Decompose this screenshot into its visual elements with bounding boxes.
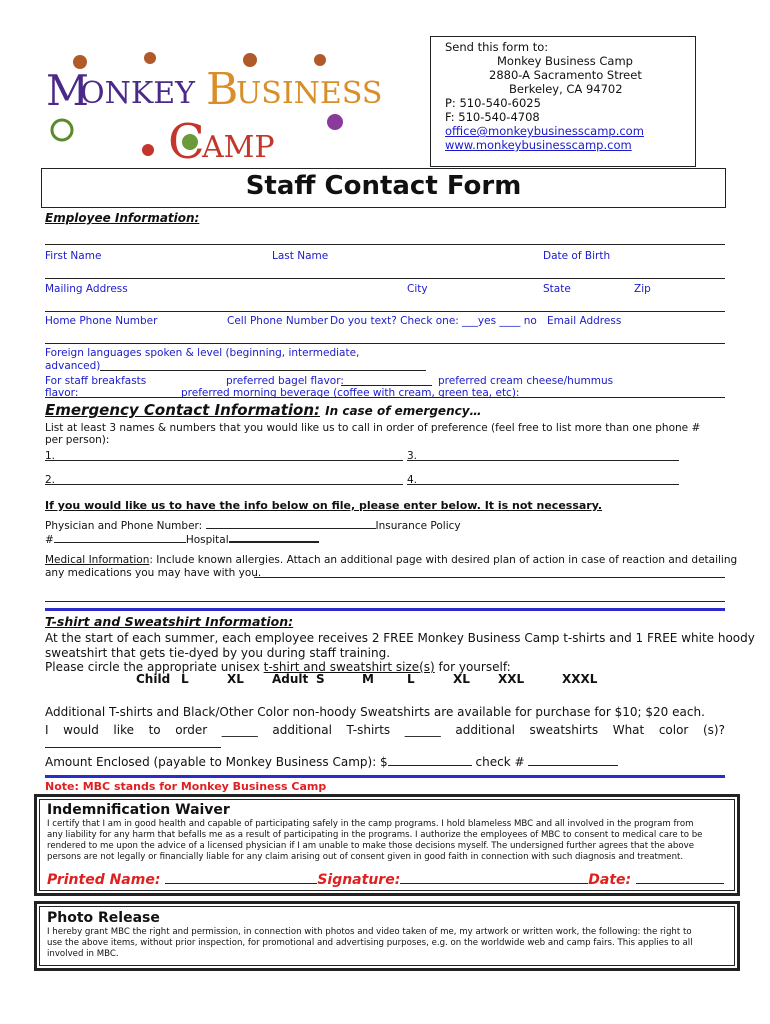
printed-name-label: Printed Name: [47,872,161,888]
order-word: T-shirts [346,723,391,737]
check-field[interactable] [528,754,618,766]
cell-phone-label: Cell Phone Number [227,315,329,327]
medical-field[interactable] [254,577,725,578]
logo-letter-c: C [168,114,205,170]
breakfast-label: For staff breakfasts [45,375,147,387]
tshirt-p2: sweatshirt that gets tie-dyed by you during staff training. [45,645,391,660]
emergency-heading-row [45,400,482,419]
city-label: City [407,283,428,295]
medical-row [45,554,737,566]
line-name[interactable] [45,244,725,245]
hospital-label: Hospital [185,534,229,546]
indemnification-line: any liability for any harm that befalls me as a result of participating in the programs. I authorize the employees of MBC to consent to medical care to be [47,830,703,840]
medical-text: : Include known allergies. Attach an additional page with desired plan of action in case of reaction and detailing [149,554,738,566]
send-street: 2880-A Sacramento Street [489,68,642,82]
size-adult-l[interactable]: L [407,672,415,686]
order-word: to [148,723,161,737]
send-heading: Send this form to: [445,40,549,54]
first-name-label: First Name [45,250,102,262]
date-field[interactable] [636,869,724,884]
order-word: color [658,723,689,737]
policy-hash-label: # [45,534,54,546]
state-label: State [543,283,571,295]
contact-4-field[interactable] [407,484,679,485]
text-check-label[interactable]: Do you text? Check one: ___yes ____ no [330,315,537,327]
email-link[interactable]: office@monkeybusinesscamp.com [445,124,644,138]
photo-line: involved in MBC. [47,949,119,959]
languages-label-2: advanced) [45,360,101,372]
policy-row [45,530,319,546]
contact-1-field[interactable] [45,460,403,461]
indemnification-box [34,794,740,896]
photo-line: I hereby grant MBC the right and permission, in connection with photos and video taken of me, my artwork or written work, the following: the right to [47,927,692,937]
tshirt-heading: T-shirt and Sweatshirt Information: [45,614,294,629]
logo-word-business: USINESS [236,76,383,111]
size-child[interactable]: Child [136,672,171,686]
cream-cheese-label: preferred cream cheese/hummus [438,375,614,387]
section-divider [45,608,725,611]
order-word: like [113,723,134,737]
dob-label: Date of Birth [543,250,611,262]
sweatshirt-qty-field[interactable]: ______ [404,723,441,737]
order-row [45,723,725,737]
tshirt-p3a: Please circle the appropriate unisex [45,660,264,674]
photo-release-box [34,901,740,971]
last-name-label: Last Name [272,250,329,262]
signature-field[interactable] [400,869,588,884]
emergency-instructions: List at least 3 names & numbers that you would like us to call in order of preference (feel free to list more than one phone # per person): [45,422,701,446]
indemnification-title: Indemnification Waiver [47,802,230,818]
line-phones[interactable] [45,311,725,312]
order-word: additional [272,723,332,737]
order-word: would [63,723,99,737]
color-field[interactable] [45,747,221,748]
insurance-label: Insurance Policy [375,520,461,532]
amount-row [45,754,618,769]
indemnification-line: rendered to me upon the advice of a licensed physician if I am unable to make those decisions myself. The undersigned further agrees that the above [47,841,694,851]
medical-label: Medical Information [45,554,150,566]
order-word: sweatshirts [529,723,599,737]
section-divider [45,775,725,778]
tshirt-qty-field[interactable]: ______ [221,723,258,737]
size-adult-xl[interactable]: XL [453,672,470,686]
flavor-label: flavor: [45,387,79,399]
signature-row [47,869,727,888]
mbc-note: Note: MBC stands for Monkey Business Camp [45,780,327,793]
home-phone-label: Home Phone Number [45,315,158,327]
date-label: Date: [588,872,632,888]
email-label: Email Address [547,315,622,327]
contact-1-label: 1. [45,450,56,462]
contact-2-label: 2. [45,474,56,486]
size-adult-m[interactable]: M [362,672,374,686]
policy-field[interactable] [54,531,186,543]
line-email[interactable] [45,343,725,344]
physician-label: Physician and Phone Number: [45,520,203,532]
indemnification-line: persons are not legally or financially liable for any claim arising out of consent given in good faith in connection with such diagnosis and treatment. [47,852,684,862]
order-word: What [612,723,645,737]
amount-field[interactable] [388,754,472,766]
logo-letter-b: B [206,64,239,115]
beverage-label: preferred morning beverage (coffee with cream, green tea, etc): [181,387,520,399]
medical-text-2: any medications you may have with you. [45,567,262,579]
contact-4-label: 4. [407,474,418,486]
bagel-field[interactable] [341,385,432,386]
size-adult-xxl[interactable]: XXL [498,672,525,686]
size-adult-s[interactable]: S [316,672,325,686]
size-child-xl[interactable]: XL [227,672,244,686]
order-word: order [175,723,208,737]
languages-label: Foreign languages spoken & level (beginning, intermediate, [45,347,360,359]
logo-letter-m: M [46,66,90,115]
contact-2-field[interactable] [45,484,403,485]
tshirt-p3c: for yourself: [434,660,511,674]
emergency-heading: Emergency Contact Information: [45,401,321,419]
logo-word-camp: AMP [202,130,275,165]
order-word: (s)? [702,723,725,737]
indemnification-text [47,819,727,863]
send-fax: F: 510-540-4708 [445,110,540,124]
size-adult[interactable]: Adult [272,672,309,686]
employee-heading: Employee Information: [45,211,200,225]
physician-field[interactable] [206,517,376,529]
tshirt-p1: At the start of each summer, each employee receives 2 FREE Monkey Business Camp t-shirts and 1 FREE white hoody [45,631,755,645]
hospital-field[interactable] [229,530,319,543]
contact-3-field[interactable] [407,460,679,461]
line-beverage[interactable] [45,397,725,398]
line-address[interactable] [45,278,725,279]
camp-logo [40,52,383,170]
page-title: Staff Contact Form [245,171,522,201]
optional-heading: If you would like us to have the info below on file, please enter below. It is not necessary. [45,499,603,512]
photo-release-title: Photo Release [47,910,160,926]
languages-field[interactable] [100,370,426,371]
website-link[interactable]: www.monkeybusinesscamp.com [445,138,632,152]
send-city: Berkeley, CA 94702 [509,82,623,96]
photo-release-text [47,927,727,960]
size-child-l[interactable]: L [181,672,189,686]
additional-text: Additional T-shirts and Black/Other Color non-hoody Sweatshirts are available for purchase for $10; $20 each. [45,705,705,719]
order-word: additional [455,723,515,737]
order-word: I [45,723,49,737]
mailing-address-label: Mailing Address [45,283,128,295]
bagel-label: preferred bagel flavor: [226,375,344,387]
amount-label: Amount Enclosed (payable to Monkey Business Camp): $ [45,755,388,769]
tshirt-paragraph [45,631,755,675]
title-box [41,168,726,208]
check-label: check # [475,755,525,769]
send-phone: P: 510-540-6025 [445,96,541,110]
size-adult-xxxl[interactable]: XXXL [562,672,598,686]
mailing-info-box [430,36,696,167]
medical-field-2[interactable] [45,601,725,602]
photo-line: use the above items, without prior inspection, for promotional and advertising purposes, e.g. on the worldwide web and camp fairs. This applies to all [47,938,693,948]
tshirt-p3b: t-shirt and sweatshirt size(s) [263,660,435,674]
logo-word-monkey: ONKEY [80,76,195,111]
contact-3-label: 3. [407,450,418,462]
send-org: Monkey Business Camp [497,54,633,68]
zip-label: Zip [634,283,651,295]
emergency-subheading: In case of emergency… [325,404,482,418]
indemnification-line: I certify that I am in good health and capable of participating safely in the camp programs. I hold blameless MBC and all involved in the program from [47,819,694,829]
signature-label: Signature: [317,872,401,888]
printed-name-field[interactable] [165,869,317,884]
